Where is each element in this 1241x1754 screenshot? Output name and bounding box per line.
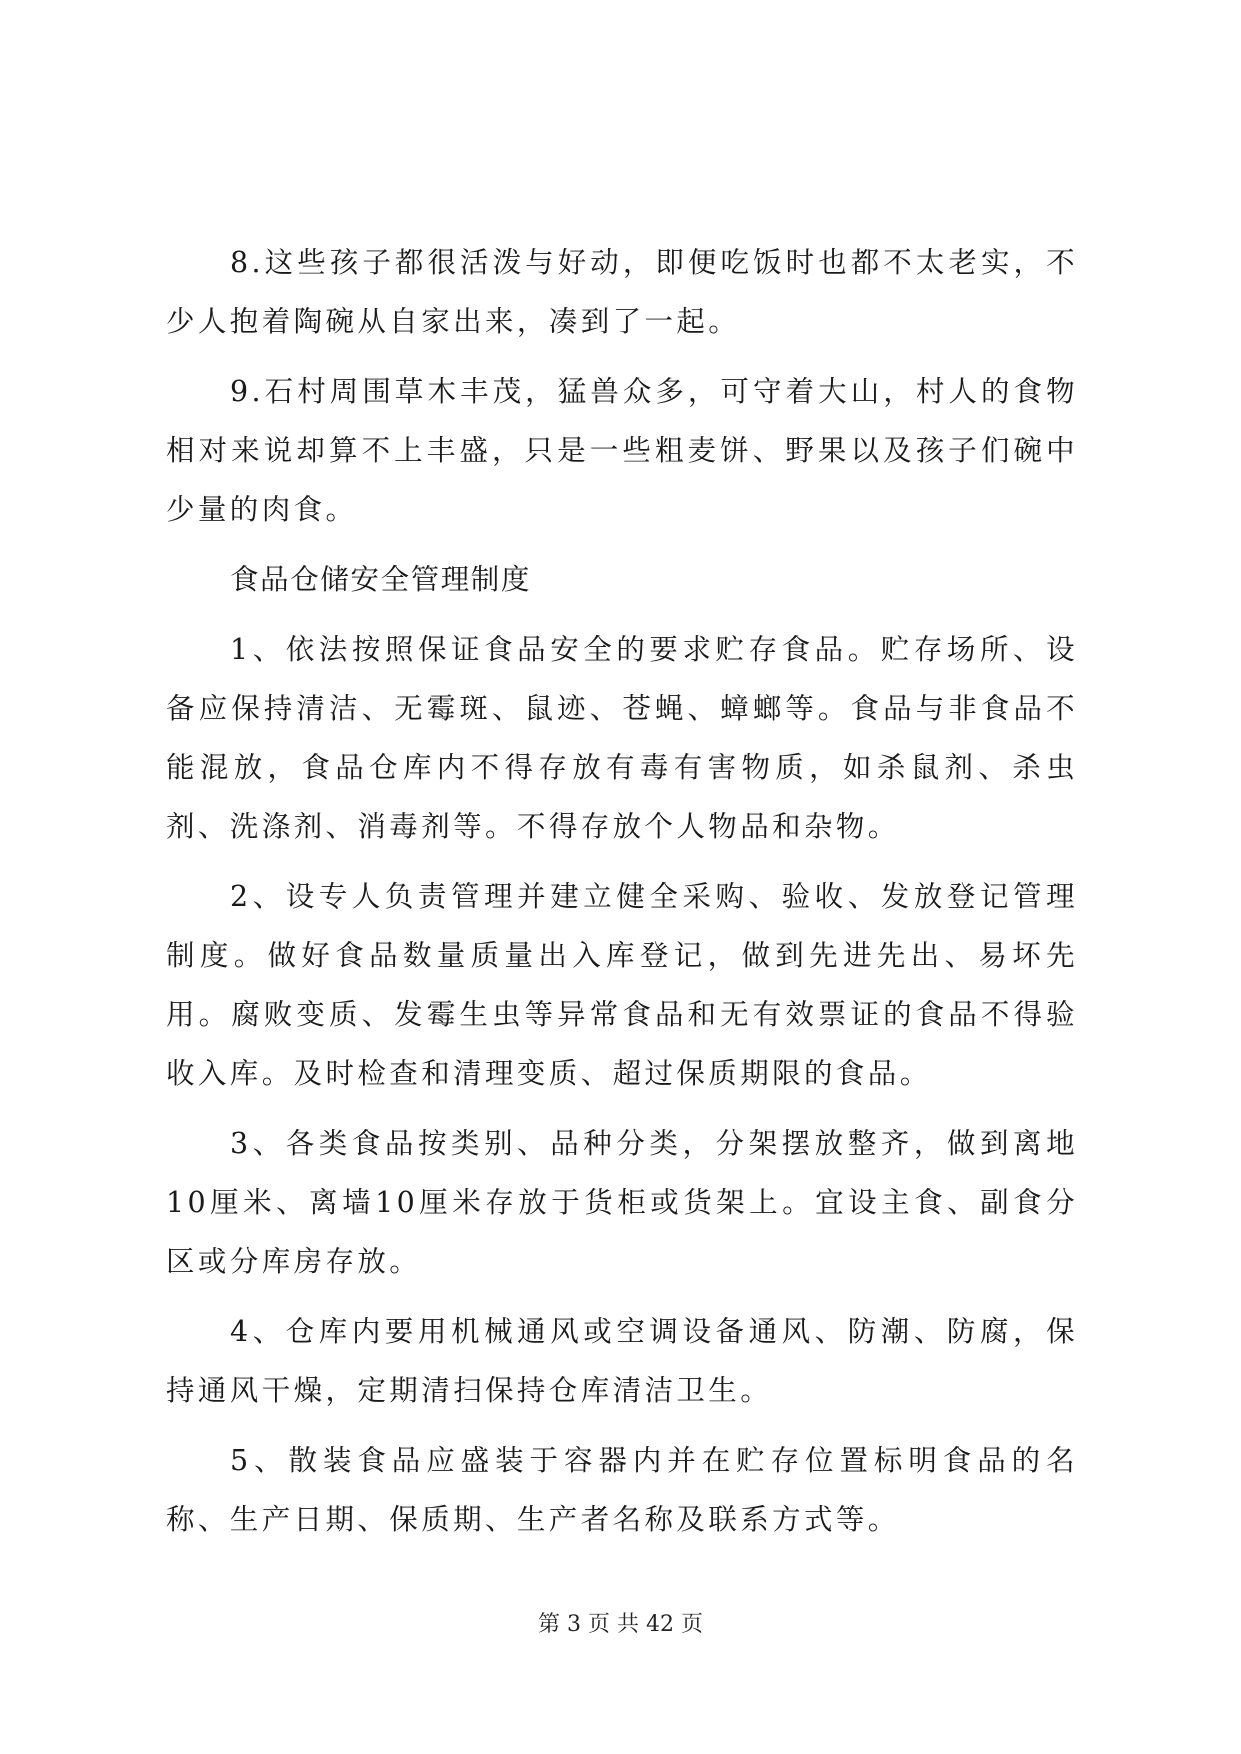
paragraph-8: 8.这些孩子都很活泼与好动，即便吃饭时也都不太老实，不少人抱着陶碗从自家出来，凑到了一起。 [166, 246, 1078, 338]
rule-3: 3、各类食品按类别、品种分类，分架摆放整齐，做到离地10厘米、离墙10厘米存放于货柜或货架上。宜设主食、副食分区或分库房存放。 [166, 1127, 1078, 1278]
page-number-footer: 第 3 页 共 42 页 [538, 1612, 703, 1637]
document-body [166, 233, 1078, 1549]
rule-2: 2、设专人负责管理并建立健全采购、验收、发放登记管理制度。做好食品数量质量出入库登记，做到先进先出、易坏先用。腐败变质、发霉生虫等异常食品和无有效票证的食品不得验收入库。及时检查和清理变质、超过保质期限的食品。 [166, 880, 1078, 1090]
section-title: 食品仓储安全管理制度 [230, 563, 532, 596]
rule-1: 1、依法按照保证食品安全的要求贮存食品。贮存场所、设备应保持清洁、无霉斑、鼠迹、苍蝇、蟑螂等。食品与非食品不能混放，食品仓库内不得存放有毒有害物质，如杀鼠剂、杀虫剂、洗涤剂、消毒剂等。不得存放个人物品和杂物。 [166, 633, 1078, 843]
rule-5: 5、散装食品应盛装于容器内并在贮存位置标明食品的名称、生产日期、保质期、生产者名称及联系方式等。 [166, 1444, 1078, 1536]
paragraph-9: 9.石村周围草木丰茂，猛兽众多，可守着大山，村人的食物相对来说却算不上丰盛，只是一些粗麦饼、野果以及孩子们碗中少量的肉食。 [166, 375, 1078, 526]
rule-4: 4、仓库内要用机械通风或空调设备通风、防潮、防腐，保持通风干燥，定期清扫保持仓库清洁卫生。 [166, 1315, 1078, 1407]
